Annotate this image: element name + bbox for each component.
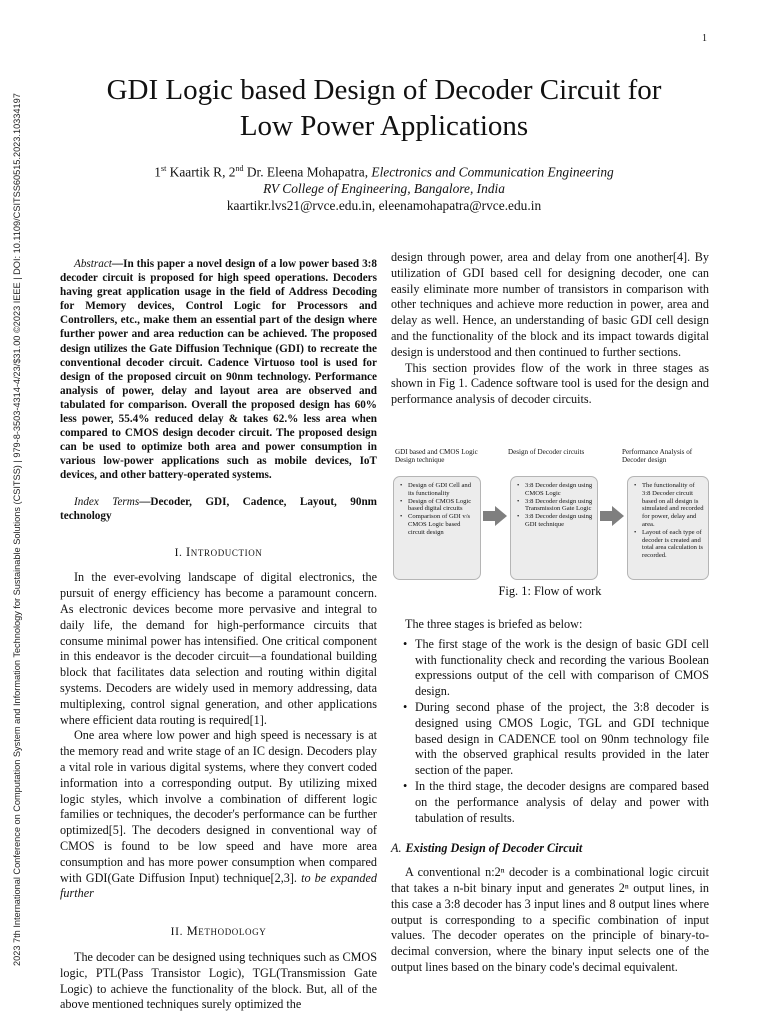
author-emails: kaartikr.lvs21@rvce.edu.in, eleenamohapatra@rvce.edu.in bbox=[226, 198, 542, 214]
stages-list bbox=[403, 637, 709, 827]
list-item: • During second phase of the project, the 3:8 decoder is designed using CMOS Logic, TGL and GDI technique based design in CADENCE tool on 90nm technology file with the observed graphical results provided in the later section of the paper. bbox=[415, 700, 709, 779]
section-heading-methodology: II. Methodology bbox=[170, 924, 267, 939]
stage-2-label: Design of Decoder circuits bbox=[508, 448, 585, 456]
existing-design-paragraph: A conventional n:2ⁿ decoder is a combinational logic circuit that takes a n-bit binary input and generates 2ⁿ output lines, in this case a 3:8 decoder has 3 input lines and 8 output lines where output is corresponding to a specific combination of input values. The decoder operates on the principle of binary-to-decimal conversion, where the binary input selects one of the output lines based on the binary code's decimal equivalent. bbox=[391, 865, 709, 974]
flow-figure bbox=[391, 446, 709, 586]
author-affiliation: RV College of Engineering, Bangalore, India bbox=[263, 181, 505, 197]
stage-1-box bbox=[393, 476, 481, 580]
page-number: 1 bbox=[702, 33, 707, 44]
box-2-item: • 3:8 Decoder design using Transmission Gate Logic bbox=[525, 498, 593, 514]
title-line-1: GDI Logic based Design of Decoder Circuit for bbox=[106, 74, 662, 106]
box-3-item: • The functionality of 3:8 Decoder circuit based on all design is simulated and recorded for power, delay and area. bbox=[642, 482, 704, 529]
methodology-paragraph: The decoder can be designed using techniques such as CMOS logic, PTL(Pass Transistor Logic), TGL(Transmission Gate Logic) to achieve the functionality of the block. But, all of the above mentioned techniques surely optimized the bbox=[60, 950, 377, 1012]
right-paragraph-1: design through power, area and delay from one another[4]. By utilization of GDI based cell for designing decoder, one can easily eliminate more number of transistors in comparison with other techniques and achieve more reduction in power, area and delay as well. Hence, an understanding of basic GDI cell design and the functionality of the block and its impact towards digital design is understood and then continued to further sections. bbox=[391, 250, 709, 359]
box-1-item: • Design of CMOS Logic based digital circuits bbox=[408, 498, 476, 514]
intro-paragraph-1: In the ever-evolving landscape of digital electronics, the pursuit of energy efficiency has become a paramount concern. As electronic devices become more pervasive and integral to daily life, the demand for high-performance circuits that consume minimal power has intensified. One critical component in this endeavor is the decoder circuit—a foundational building block that facilitates data selection and routing within digital systems. Decoders are widely used in memory addressing, data multiplexing, control signal generation, and other applications where efficient data routing is required[1]. bbox=[60, 570, 377, 727]
stage-2-box bbox=[510, 476, 598, 580]
stage-3-label: Performance Analysis of Decoder design bbox=[622, 448, 693, 465]
box-2-item: • 3:8 Decoder design using CMOS Logic bbox=[525, 482, 593, 498]
box-2-item: • 3:8 Decoder design using GDI technique bbox=[525, 513, 593, 529]
list-item: • In the third stage, the decoder designs are compared based on the performance analysis of delay and power with tabulation of results. bbox=[415, 779, 709, 826]
subsection-heading: A. Existing Design of Decoder Circuit bbox=[391, 841, 583, 856]
section-heading-introduction: I. Introduction bbox=[174, 544, 263, 559]
box-3-item: • Layout of each type of decoder is created and total area calculation is recorded. bbox=[642, 529, 704, 560]
list-item: • The first stage of the work is the design of basic GDI cell with functionality check and recording the various Boolean expressions output of the cell with comparison of CMOS design. bbox=[415, 637, 709, 700]
stage-1-label: GDI based and CMOS Logic Design technique bbox=[395, 448, 478, 465]
right-column-top bbox=[391, 250, 709, 408]
box-1-item: • Design of GDI Cell and its functionality bbox=[408, 482, 476, 498]
abstract: Abstract—In this paper a novel design of a low power based 3:8 decoder circuit is proposed for high speed operations. Decoders having great application usage in the field of Address Decoding for Memory devices, Control Logic for Processors and Controllers, etc., make them an essential part of the design where further power and area reduction can be achieved. The proposed design utilizes the Gate Diffusion Technique (GDI) to recreate the conventional decoder circuit. Cadence Virtuoso tool is used for design of the proposed circuit on 90nm technology. Performance analysis of power, delay and layout area are observed and tabulated for comparison. Overall the proposed design has 60% less power, 55.4% reduced delay & takes 62.% less area when compared to CMOS design decoder circuit. The proposed design can be used to optimize both area and power consumption in various low-power applications such as mobile devices, IoT devices, and other battery-operated systems. bbox=[60, 258, 377, 482]
box-1-item: • Comparison of GDI v/s CMOS Logic based circuit design bbox=[408, 513, 476, 536]
arrow-right-icon bbox=[600, 506, 624, 526]
author-block bbox=[60, 160, 708, 214]
stage-3-box bbox=[627, 476, 709, 580]
author-line: 1st Kaartik R, 2nd Dr. Eleena Mohapatra, Electronics and Communication Engineering bbox=[154, 164, 614, 180]
stages-intro: The three stages is briefed as below: bbox=[405, 617, 583, 631]
figure-caption: Fig. 1: Flow of work bbox=[498, 584, 602, 598]
right-paragraph-2: This section provides flow of the work in three stages as shown in Fig 1. Cadence software tool is used for the design and performance analysis of decoder circuits. bbox=[391, 360, 709, 407]
left-column bbox=[60, 257, 377, 1013]
intro-paragraph-2: One area where low power and high speed is necessary is at the memory read and write stage of an IC design. Decoders play a vital role in various digital systems, where they convert coded information into a corresponding output. By utilizing mixed logic styles, which involve a combination of different logic families or techniques, the decoder's performance can be further optimized[5]. The decoders designed in conventional way of CMOS is found to be low speed and have more area consumption and has more power consumption when compared with GDI(Gate Diffusion Input) technique[2,3]. to be expanded further bbox=[60, 728, 377, 901]
index-terms: Index Terms—Decoder, GDI, Cadence, Layout, 90nm technology bbox=[60, 495, 377, 522]
title-line-2: Low Power Applications bbox=[239, 110, 529, 142]
conference-side-note: 2023 7th International Conference on Computation System and Information Technology for Sustainable Solutions (CSITSS) | 979-8-3503-4314-4/23/$31.00 ©2023 IEEE | DOI: 10.1109/CSITSS60515.2023.10334197 bbox=[12, 93, 22, 966]
arrow-right-icon bbox=[483, 506, 507, 526]
paper-title bbox=[60, 72, 708, 144]
right-column-bottom bbox=[391, 617, 709, 976]
